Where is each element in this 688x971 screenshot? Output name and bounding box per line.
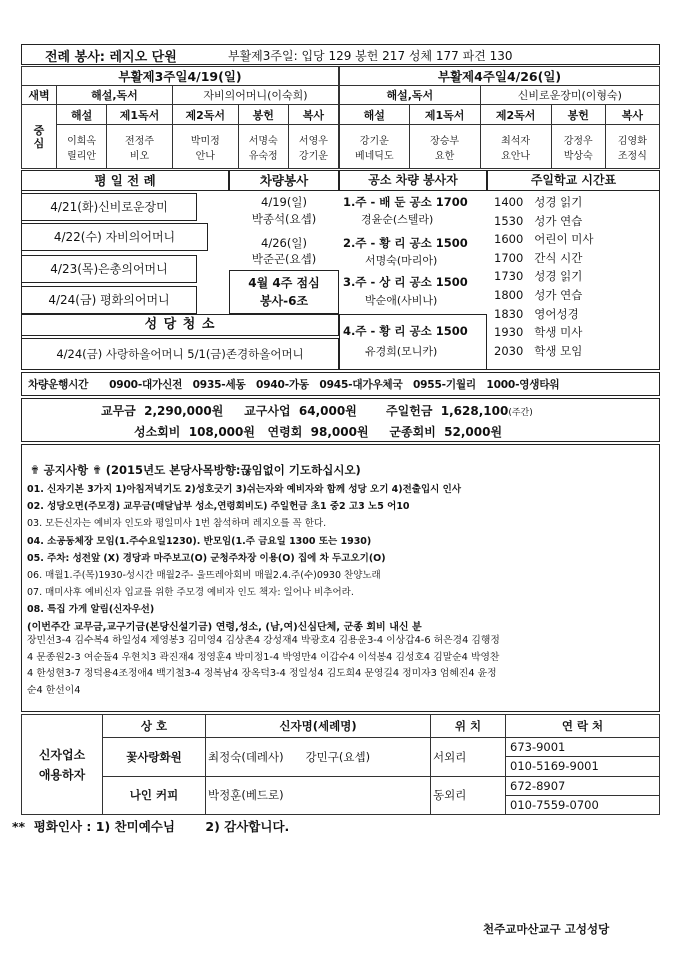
mission-line: 2.주 - 황 리 공소 1500 <box>343 236 468 250</box>
school-row: 1400 성경 읽기 <box>494 195 583 209</box>
school-row: 1700 간식 시간 <box>494 250 583 265</box>
name-cell: 서영우 강기운 <box>288 125 338 169</box>
shop-location: 서외리 <box>431 738 506 776</box>
role-header: 제1독서 <box>107 105 173 125</box>
role-header: 해설 <box>57 105 107 125</box>
notice-line: 08. 특집 가게 알림(신자우선) <box>27 604 155 616</box>
donors-list <box>27 633 500 699</box>
donors-title: (이번주간 교무금,교구기금(본당신설기금) 연령,성소, (남,여)신심단체, 군종 회비 내신 분 <box>27 622 422 633</box>
role-header: 제2독서 <box>480 105 551 125</box>
week1-dawn-role: 해설,독서 <box>57 86 173 105</box>
header-shop: 상 호 <box>103 715 206 738</box>
week1-table <box>21 66 339 169</box>
donor-line: 4 한성현3-7 정덕용4조정애4 백기철3-4 정복남4 장옥덕3-4 정일성4 김도희4 문영길4 정미자3 엄혜진4 윤정 <box>27 668 497 679</box>
shop-phones: 672-8907 010-7559-0700 <box>506 776 660 814</box>
weekday-item: 4/23(목)은총의어머니 <box>21 255 197 283</box>
lunch-line: 봉사-6조 <box>259 294 309 308</box>
week2-dawn-name: 신비로운장미(이형숙) <box>480 86 659 105</box>
week2-table <box>339 66 660 169</box>
role-header: 해설 <box>340 105 410 125</box>
notice-line: 06. 매월1.주(목)1930-성시간 매월2주- 울뜨레아회비 매월2.4.주(수)0930 찬양노래 <box>27 570 381 582</box>
lunch-line: 4월 4주 점심 <box>248 276 320 290</box>
weekday-item: 4/22(수) 자비의어머니 <box>21 223 208 251</box>
notice-line: 01. 신자기본 3가지 1)아침저녁기도 2)성호긋기 3)쉬는자와 예비자와 함께 성당 오기 4)전출입시 인사 <box>27 484 462 495</box>
header-owner: 신자명(세례명) <box>206 715 431 738</box>
shop-owner: 최정숙(데레사) 강민구(요셉) <box>206 738 431 776</box>
shop-name: 꽃사랑화원 <box>103 738 206 776</box>
notices-title: ✟ 공지사항 ✟ (2015년도 본당사목방향:끊임없이 기도하십시오) <box>30 463 361 477</box>
role-header: 복사 <box>288 105 338 125</box>
donor-line: 장민선3-4 김수복4 하일성4 제영봉3 김미영4 김상촌4 강성재4 박광호4 김용운3-4 이상갑4-6 허은경4 김행정 <box>27 635 500 646</box>
school-row: 1830 영어성경 <box>494 306 579 321</box>
notice-line: 07. 매미사후 예비신자 입교를 위한 주모경 예비자 인도 책자: 일어나 비추어라. <box>27 587 354 599</box>
finance-row1: 교무금 2,290,000원 교구사업 64,000원 주일헌금 1,628,100(주간) <box>101 404 533 418</box>
name-cell: 장승부 요한 <box>409 125 480 169</box>
notice-line: 04. 소공동체장 모임(1.주수요일1230). 반모임(1.주 금요일 1300 또는 1930) <box>27 535 372 547</box>
center-label: 중심 <box>22 105 57 169</box>
mission-name: 경윤순(스텔라) <box>361 213 434 226</box>
vehicle-date: 4/19(일) <box>261 195 307 209</box>
liturgy-role: 전례 봉사: 레지오 단원 <box>45 50 177 65</box>
vehicle-date: 4/26(일) <box>261 236 307 250</box>
school-row: 1600 어린이 미사 <box>494 232 594 247</box>
weekday-item: 4/21(화)신비로운장미 <box>21 193 197 221</box>
dawn-label: 새벽 <box>22 86 57 105</box>
name-cell: 이희옥 릴리안 <box>57 125 107 169</box>
school-row: 2030 학생 모임 <box>494 343 583 358</box>
weekday-item: 4/24(금) 평화의어머니 <box>21 286 197 314</box>
notice-line: 03. 모든신자는 예비자 인도와 평일미사 1번 참석하며 레지오를 꼭 한다. <box>27 518 327 530</box>
notice-line: 05. 주차: 성전앞 (X) 경당과 마주보고(O) 군청주차장 이용(O) 집에 차 두고오기(O) <box>27 552 386 564</box>
shop-name: 나인 커피 <box>103 776 206 814</box>
name-cell: 서명숙 유숙정 <box>238 125 288 169</box>
week2-title: 부활제4주일4/26(일) <box>340 67 660 86</box>
week2-dawn-role: 해설,독서 <box>340 86 481 105</box>
school-row: 1530 성가 연습 <box>494 213 583 228</box>
role-header: 봉헌 <box>238 105 288 125</box>
notices-list <box>27 481 461 619</box>
role-header: 복사 <box>605 105 659 125</box>
vehicle-name: 박준곤(요셉) <box>251 252 317 266</box>
week1-title: 부활제3주일4/19(일) <box>22 67 339 86</box>
mission-name: 박순애(사비나) <box>365 294 438 307</box>
donor-line: 순4 한선이4 <box>27 684 81 696</box>
mission-line: 4.주 - 황 리 공소 1500 <box>343 324 468 338</box>
header-location: 위 치 <box>431 715 506 738</box>
name-cell: 박미정 안나 <box>172 125 238 169</box>
role-header: 제2독서 <box>172 105 238 125</box>
donor-line: 4 문종원2-3 여순돌4 우현치3 곽진재4 정영훈4 박미정1-4 박영만4 이갑수4 이석봉4 김성호4 김말순4 박영찬 <box>27 651 500 663</box>
school-schedule <box>494 193 593 360</box>
cleaning-text: 4/24(금) 사랑하올어머니 5/1(금)존경하올어머니 <box>21 338 339 370</box>
header-contact: 연 락 처 <box>506 715 660 738</box>
mission-line: 3.주 - 상 리 공소 1500 <box>343 275 468 289</box>
name-cell: 전정주 비오 <box>107 125 173 169</box>
school-row: 1800 성가 연습 <box>494 287 583 302</box>
vehicle-title: 차량봉사 <box>229 170 339 191</box>
bus-times: 차량운행시간 0900-대가신전 0935-세동 0940-가동 0945-대가우체국 0955-기월리 1000-영생타워 <box>28 379 560 391</box>
mission-name: 서명숙(마리아) <box>365 254 438 267</box>
school-row: 1930 학생 미사 <box>494 325 583 340</box>
notice-line: 02. 성당오면(주모경) 교무금(매달납부 성소,연령회비도) 주일헌금 초1 중2 고3 노5 어10 <box>27 501 410 513</box>
shop-phones: 673-9001 010-5169-9001 <box>506 738 660 776</box>
role-header: 봉헌 <box>551 105 605 125</box>
name-cell: 최석자 요안나 <box>480 125 551 169</box>
business-table <box>21 714 660 815</box>
mission-name: 유경희(모니카) <box>365 345 438 358</box>
business-label: 신자업소 애용하자 <box>22 715 103 815</box>
weekday-title: 평 일 전 례 <box>21 170 229 191</box>
mission-line: 1.주 - 배 둔 공소 1700 <box>343 195 468 209</box>
cleaning-title: 성 당 청 소 <box>21 314 339 336</box>
shop-owner: 박정훈(베드로) <box>206 776 431 814</box>
mission-title: 공소 차량 봉사자 <box>339 170 487 191</box>
name-cell: 김영화 조정식 <box>605 125 659 169</box>
name-cell: 강기운 베네딕도 <box>340 125 410 169</box>
name-cell: 강정우 박상숙 <box>551 125 605 169</box>
week1-dawn-name: 자비의어머니(이숙희) <box>172 86 338 105</box>
shop-location: 동외리 <box>431 776 506 814</box>
school-title: 주일학교 시간표 <box>487 170 660 191</box>
mass-stats: 부활제3주일: 입당 129 봉헌 217 성체 177 파견 130 <box>228 49 513 63</box>
parish-footer: 천주교마산교구 고성성당 <box>483 922 610 936</box>
role-header: 제1독서 <box>409 105 480 125</box>
finance-row2: 성소회비 108,000원 연령회 98,000원 군종회비 52,000원 <box>134 425 503 439</box>
school-row: 1730 성경 읽기 <box>494 269 583 284</box>
peace-greeting: ** 평화인사 : 1) 찬미예수님 2) 감사합니다. <box>12 819 290 834</box>
vehicle-name: 박종석(요셉) <box>251 212 317 226</box>
